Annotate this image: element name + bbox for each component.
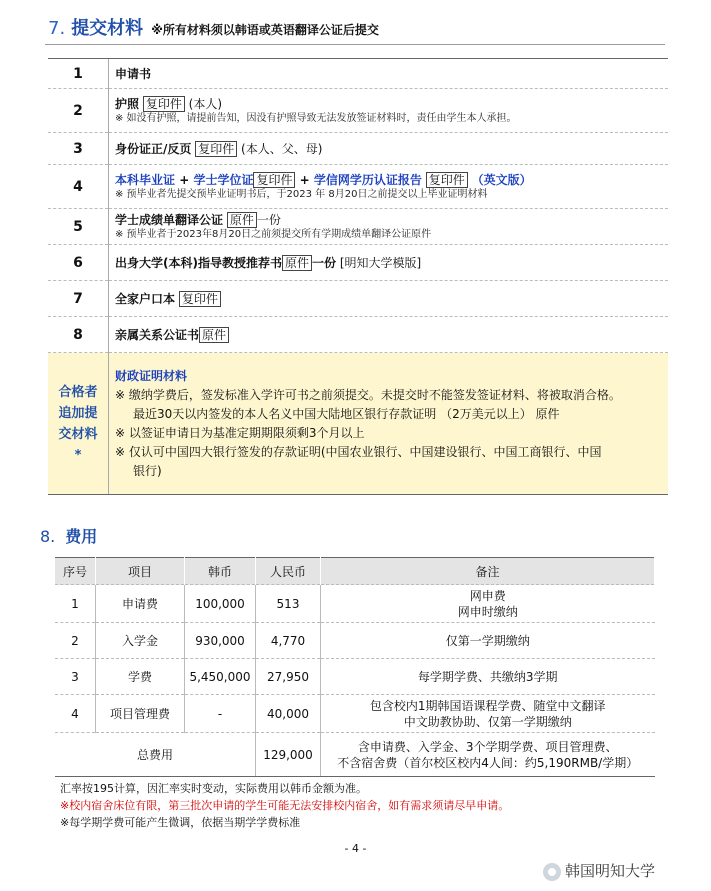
material-row: [48, 209, 668, 245]
financial-note: ※ 仅认可中国四大银行签发的存款证明(中国农业银行、中国建设银行、中国工商银行、中国: [115, 444, 602, 459]
material-row: [48, 133, 668, 165]
fee-header-row: [55, 558, 655, 585]
item-bachelor-diploma: 本科毕业证: [115, 173, 176, 187]
copy-tag: 原件: [227, 212, 257, 228]
material-suffix: (本人、父、母): [237, 142, 323, 156]
material-note: ※ 如没有护照，请提前告知，因没有护照导致无法发放签证材料时，责任由学生本人承担。: [115, 113, 517, 124]
fee-row: 4 项目管理费 - 40,000 包含校内1期韩国语课程学费、随堂中文翻译 中文助教协助、仅第一学期缴纳: [55, 695, 655, 733]
section-number: 8.: [40, 527, 56, 546]
row-number: 7: [48, 281, 109, 317]
col-header: 序号: [55, 558, 96, 585]
plus-sign: +: [295, 173, 314, 187]
row-number: 3: [48, 133, 109, 165]
fee-row: 3 学费 5,450,000 27,950 每学期学费、共缴纳3学期: [55, 659, 655, 695]
col-header: 人民币: [256, 558, 321, 585]
material-suffix: 一份: [312, 256, 337, 270]
copy-tag: 复印件: [253, 172, 295, 188]
english-version: （英文版）: [471, 173, 532, 187]
financial-proof-title: 财政证明材料: [115, 368, 188, 383]
wechat-logo-icon: [543, 863, 561, 881]
copy-tag: 原件: [282, 255, 312, 271]
fee-row: 1 申请费 100,000 513 网申费 网申时缴纳: [55, 585, 655, 623]
material-name: 学士成绩单翻译公证: [115, 213, 224, 227]
additional-materials-row: [48, 353, 668, 495]
row-number: 4: [48, 165, 109, 209]
plus-sign: +: [175, 173, 194, 187]
template-note: [明知大学模版]: [336, 256, 422, 270]
fee-total-row: 总费用 129,000 含申请费、入学金、3个学期学费、项目管理费、 不含宿舍费（首尔校区校内4人间：约5,190RMB/学期）: [55, 733, 655, 777]
item-chsi-report: 学信网学历认证报告: [313, 173, 422, 187]
section-note: ※所有材料须以韩语或英语翻译公证后提交: [151, 23, 379, 37]
section-number: 7.: [48, 18, 66, 39]
footnote-warning: ※校内宿舍床位有限，第三批次申请的学生可能无法安排校内宿舍，如有需求须请尽早申请。: [60, 799, 510, 812]
financial-note: 银行): [133, 463, 162, 478]
copy-tag: 复印件: [179, 291, 221, 307]
row-number: 1: [48, 59, 109, 89]
footnotes: [60, 780, 509, 831]
copy-tag: 复印件: [143, 96, 185, 112]
copy-tag: 原件: [199, 327, 229, 343]
row-number: 2: [48, 89, 109, 133]
material-note: ※ 预毕业者先提交预毕业证明书后，于2023 年 8月20日之前提交以上毕业证明材料: [115, 189, 488, 200]
copy-tag: 复印件: [426, 172, 468, 188]
material-name: 护照: [115, 97, 140, 111]
material-row: [48, 245, 668, 281]
additional-label: 合格者 追加提 交材料 *: [48, 353, 109, 495]
material-name: 身份证正/反页: [115, 142, 192, 156]
footnote: ※每学期学费可能产生微调，依据当期学学费标准: [60, 816, 301, 829]
financial-note: ※ 缴纳学费后，签发标准入学许可书之前须提交。未提交时不能签发签证材料、将被取消合格。: [115, 387, 621, 402]
section-title: 费用: [65, 527, 98, 546]
row-number: 6: [48, 245, 109, 281]
financial-note: ※ 以签证申请日为基准定期期限须剩3个月以上: [115, 425, 365, 440]
fee-row: 2 入学金 930,000 4,770 仅第一学期缴纳: [55, 623, 655, 659]
material-row: [48, 165, 668, 209]
col-header: 韩币: [185, 558, 256, 585]
material-row: [48, 281, 668, 317]
section-8-heading: [40, 524, 97, 547]
material-row: [48, 59, 668, 89]
row-number: 8: [48, 317, 109, 353]
total-amount: 129,000: [256, 733, 321, 777]
footnote: 汇率按195计算，因汇率实时变动，实际费用以韩币金额为准。: [60, 782, 367, 795]
section-title: 提交材料: [71, 18, 144, 39]
material-suffix: 一份: [256, 213, 281, 227]
material-row: [48, 317, 668, 353]
item-degree-cert: 学士学位证: [193, 173, 254, 187]
fee-table: [55, 557, 655, 777]
material-name: 全家户口本: [115, 292, 176, 306]
col-header: 备注: [321, 558, 655, 585]
divider: [45, 44, 665, 45]
materials-table: [48, 58, 668, 495]
total-label: 总费用: [55, 733, 256, 777]
section-7-heading: [48, 14, 379, 40]
material-name: 出身大学(本科)指导教授推荐书: [115, 256, 282, 270]
financial-note: 最近30天以内签发的本人名义中国大陆地区银行存款证明 （2万美元以上） 原件: [133, 406, 560, 421]
material-name: 申请书: [115, 67, 152, 81]
copy-tag: 复印件: [195, 141, 237, 157]
watermark: 韩国明知大学: [543, 860, 655, 881]
material-note: ※ 预毕业者于2023年8月20日之前须提交所有学期成绩单翻译公证原件: [115, 229, 432, 240]
page-number: - 4 -: [344, 842, 367, 855]
material-row: [48, 89, 668, 133]
material-name: 亲属关系公证书: [115, 328, 200, 342]
col-header: 项目: [96, 558, 185, 585]
row-number: 5: [48, 209, 109, 245]
material-suffix: (本人): [184, 97, 223, 111]
